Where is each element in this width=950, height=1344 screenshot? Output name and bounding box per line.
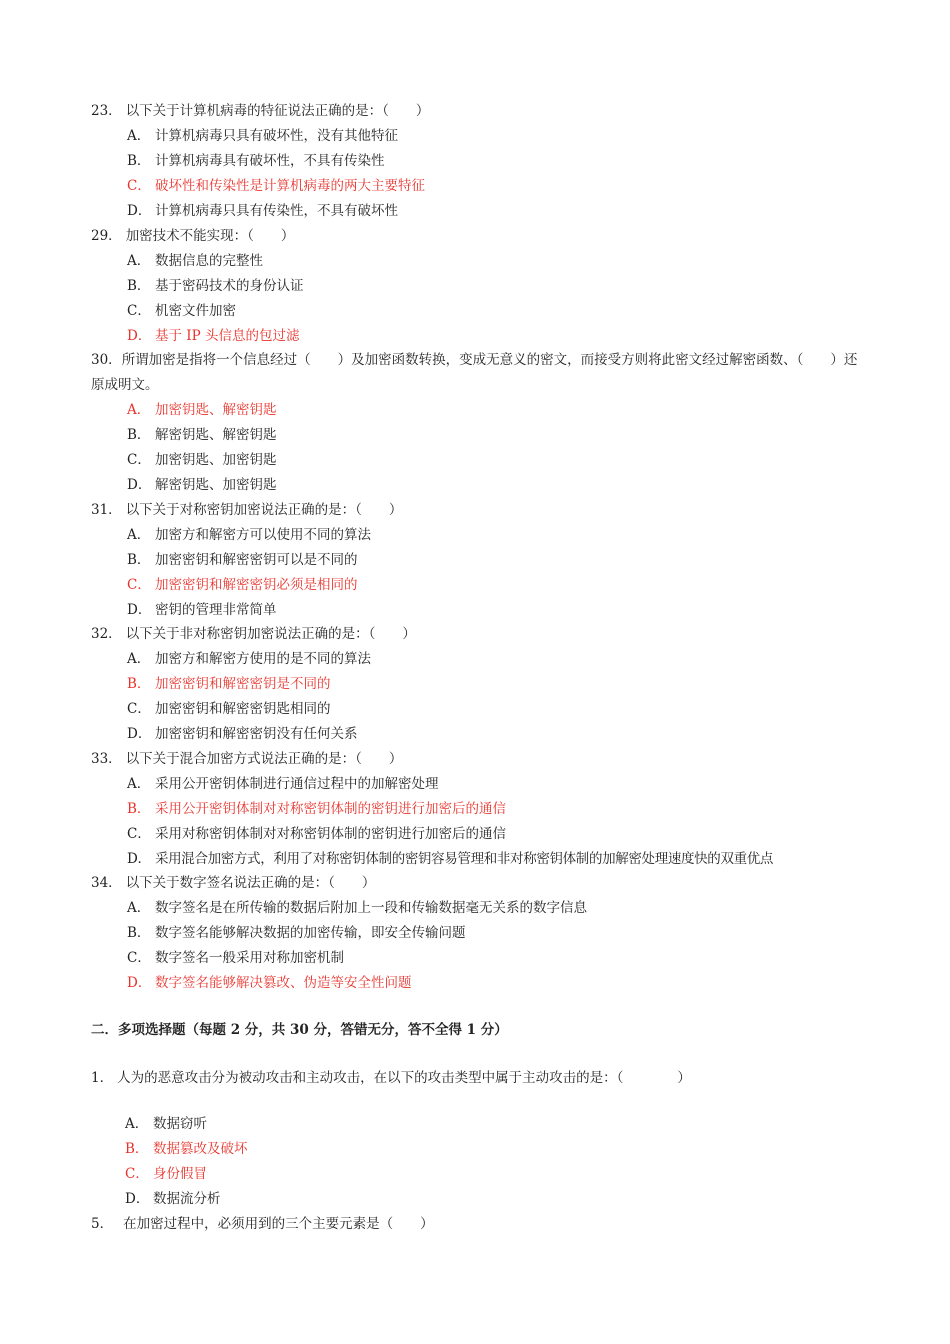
question-text: 在加密过程中，必须用到的三个主要元素是（ ） — [123, 1216, 434, 1232]
option-34-c: C． 数字签名一般采用对称加密机制 — [127, 950, 344, 966]
option-30-c: C． 加密钥匙、加密钥匙 — [127, 452, 277, 468]
question-number: 23． — [91, 103, 122, 119]
question-number: 33． — [91, 751, 122, 767]
question-text: 以下关于非对称密钥加密说法正确的是：（ ） — [125, 626, 416, 642]
option-32-c: C． 加密密钥和解密密钥匙相同的 — [127, 701, 331, 717]
option-29-a: A． 数据信息的完整性 — [127, 253, 263, 269]
option-31-d: D． 密钥的管理非常简单 — [127, 602, 277, 618]
question-23 — [91, 101, 429, 121]
question-34 — [91, 873, 375, 893]
option-31-c-correct: C． 加密密钥和解密密钥必须是相同的 — [127, 577, 358, 593]
question-31 — [91, 500, 402, 520]
question-text: 以下关于混合加密方式说法正确的是：（ ） — [125, 751, 403, 767]
question-text: 加密技术不能实现：（ ） — [125, 228, 295, 244]
multi-question-5 — [91, 1214, 434, 1234]
option-31-b: B． 加密密钥和解密密钥可以是不同的 — [127, 552, 358, 568]
option-33-b-correct: B． 采用公开密钥体制对对称密钥体制的密钥进行加密后的通信 — [127, 801, 506, 817]
option-33-d: D． 采用混合加密方式，利用了对称密钥体制的密钥容易管理和非对称密钥体制的加解密处理速度快的双重优点 — [127, 851, 774, 867]
option-32-d: D． 加密密钥和解密密钥没有任何关系 — [127, 726, 358, 742]
question-number: 34． — [91, 875, 122, 891]
option-m1-c-correct: C． 身份假冒 — [125, 1166, 207, 1182]
option-23-d: D． 计算机病毒只具有传染性，不具有破坏性 — [127, 203, 398, 219]
option-m1-a: A． 数据窃听 — [125, 1116, 207, 1132]
question-number: 1． — [91, 1070, 114, 1086]
option-34-d-correct: D． 数字签名能够解决篡改、伪造等安全性问题 — [127, 975, 412, 991]
option-30-a-correct: A． 加密钥匙、解密钥匙 — [127, 402, 277, 418]
section-heading: 二．多项选择题（每题 2 分，共 30 分，答错无分，答不全得 1 分） — [91, 1022, 508, 1038]
option-32-a: A． 加密方和解密方使用的是不同的算法 — [127, 651, 371, 667]
question-text: 所谓加密是指将一个信息经过（ ）及加密函数转换，变成无意义的密文，而接受方则将此密文经过解密函数、（ ）还原成明文。 — [91, 352, 858, 393]
option-33-a: A． 采用公开密钥体制进行通信过程中的加解密处理 — [127, 776, 439, 792]
question-33 — [91, 749, 402, 769]
option-m1-b-correct: B． 数据篡改及破坏 — [125, 1141, 248, 1157]
option-23-a: A． 计算机病毒只具有破坏性，没有其他特征 — [127, 128, 398, 144]
option-29-b: B． 基于密码技术的身份认证 — [127, 278, 304, 294]
question-29 — [91, 226, 294, 246]
option-23-b: B． 计算机病毒具有破坏性，不具有传染性 — [127, 153, 385, 169]
option-33-c: C． 采用对称密钥体制对对称密钥体制的密钥进行加密后的通信 — [127, 826, 506, 842]
question-number: 30． — [91, 352, 122, 368]
option-30-b: B． 解密钥匙、解密钥匙 — [127, 427, 277, 443]
question-text: 以下关于对称密钥加密说法正确的是：（ ） — [125, 502, 403, 518]
question-number: 29． — [91, 228, 122, 244]
question-number: 5． — [91, 1216, 114, 1232]
option-30-d: D． 解密钥匙、加密钥匙 — [127, 477, 277, 493]
multi-question-1 — [91, 1068, 691, 1088]
option-29-d-correct: D． 基于 IP 头信息的包过滤 — [127, 328, 300, 344]
question-number: 32． — [91, 626, 122, 642]
option-31-a: A． 加密方和解密方可以使用不同的算法 — [127, 527, 371, 543]
option-m1-d: D． 数据流分析 — [125, 1191, 221, 1207]
question-30 — [91, 348, 861, 398]
question-text: 人为的恶意攻击分为被动攻击和主动攻击，在以下的攻击类型中属于主动攻击的是：（ ） — [117, 1070, 691, 1086]
option-23-c-correct: C． 破坏性和传染性是计算机病毒的两大主要特征 — [127, 178, 425, 194]
option-29-c: C． 机密文件加密 — [127, 303, 236, 319]
question-number: 31． — [91, 502, 122, 518]
option-34-a: A． 数字签名是在所传输的数据后附加上一段和传输数据毫无关系的数字信息 — [127, 900, 587, 916]
option-34-b: B． 数字签名能够解决数据的加密传输，即安全传输问题 — [127, 925, 466, 941]
question-text: 以下关于数字签名说法正确的是：（ ） — [125, 875, 376, 891]
option-32-b-correct: B． 加密密钥和解密密钥是不同的 — [127, 676, 331, 692]
question-text: 以下关于计算机病毒的特征说法正确的是：（ ） — [125, 103, 430, 119]
question-32 — [91, 624, 416, 644]
